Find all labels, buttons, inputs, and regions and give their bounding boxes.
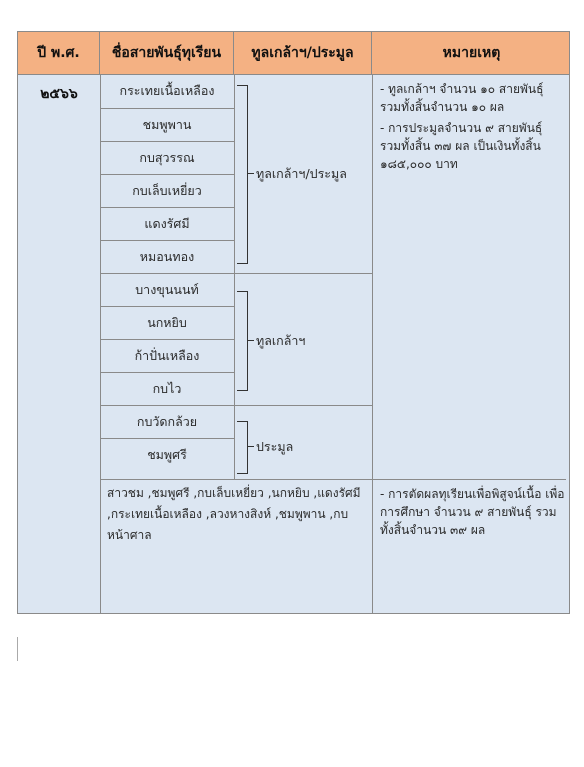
group-label: ประมูล xyxy=(256,439,294,454)
variety-cell: กบเล็บเหยี่ยว xyxy=(132,182,202,198)
row-divider xyxy=(100,174,234,175)
row-divider xyxy=(100,339,234,340)
study-varieties: สาวชม ,ชมพูศรี ,กบเล็บเหยี่ยว ,นกหยิบ ,แดงรัศมี ,กระเทยเนื้อเหลือง ,ลวงหางสิงห์ ,ชมพูพาน ,กบหน้าศาล xyxy=(107,486,361,542)
header-variety: ชื่อสายพันธุ์ทุเรียน xyxy=(100,32,234,74)
group-label: ทูลเกล้าฯ/ประมูล xyxy=(256,166,347,181)
row-divider xyxy=(100,405,372,406)
variety-cell: ชมพูพาน xyxy=(142,116,192,132)
durian-table xyxy=(17,31,570,614)
text-cursor xyxy=(17,637,18,661)
table-header xyxy=(18,32,569,74)
variety-cell: แดงรัศมี xyxy=(144,215,190,231)
group-bracket xyxy=(237,291,248,391)
bracket-tick xyxy=(248,173,254,174)
group-bracket xyxy=(237,85,248,264)
row-divider xyxy=(100,108,234,109)
variety-cell: กบวัดกล้วย xyxy=(136,413,198,429)
variety-cell: กระเทยเนื้อเหลือง xyxy=(119,83,215,98)
row-divider xyxy=(100,207,234,208)
header-year: ปี พ.ศ. xyxy=(18,32,100,74)
year-cell: ๒๕๖๖ xyxy=(40,86,78,102)
variety-cell: กบสุวรรณ xyxy=(139,149,195,165)
row-divider xyxy=(100,240,234,241)
remarks-bottom: - การตัดผลทุเรียนเพื่อพิสูจน์เนื้อ เพื่อการศึกษา จำนวน ๙ สายพันธุ์ รวมทั้งสิ้นจำนวน ๓๙ ผล xyxy=(380,487,565,537)
variety-cell: บางขุนนนท์ xyxy=(135,281,199,297)
header-note: หมายเหตุ xyxy=(442,45,501,61)
table-body xyxy=(18,74,569,613)
row-divider xyxy=(100,479,566,480)
bracket-tick xyxy=(248,340,254,341)
remark-item: - การประมูลจำนวน ๙ สายพันธุ์ รวมทั้งสิ้น ๓๗ ผล เป็นเงินทั้งสิ้น ๑๘๕,๐๐๐ บาท xyxy=(380,121,543,171)
header-type: ทูลเกล้าฯ/ประมูล xyxy=(234,32,372,74)
group-bracket xyxy=(237,421,248,474)
variety-cell: หมอนทอง xyxy=(139,248,195,264)
variety-cell: กบไว xyxy=(152,380,182,396)
row-divider xyxy=(100,141,234,142)
group-label: ทูลเกล้าฯ xyxy=(256,333,306,348)
variety-cell: นกหยิบ xyxy=(147,314,187,330)
row-divider xyxy=(100,273,372,274)
variety-cell: ก้าปั่นเหลือง xyxy=(134,347,200,363)
variety-cell: ชมพูศรี xyxy=(147,446,187,462)
row-divider xyxy=(100,306,234,307)
bracket-tick xyxy=(248,446,254,447)
row-divider xyxy=(100,438,234,439)
row-divider xyxy=(100,372,234,373)
remarks-top xyxy=(380,80,566,176)
remark-item: - ทูลเกล้าฯ จำนวน ๑๐ สายพันธุ์ รวมทั้งสิ้นจำนวน ๑๐ ผล xyxy=(380,82,544,114)
col-divider xyxy=(372,75,373,613)
col-divider xyxy=(234,75,235,479)
